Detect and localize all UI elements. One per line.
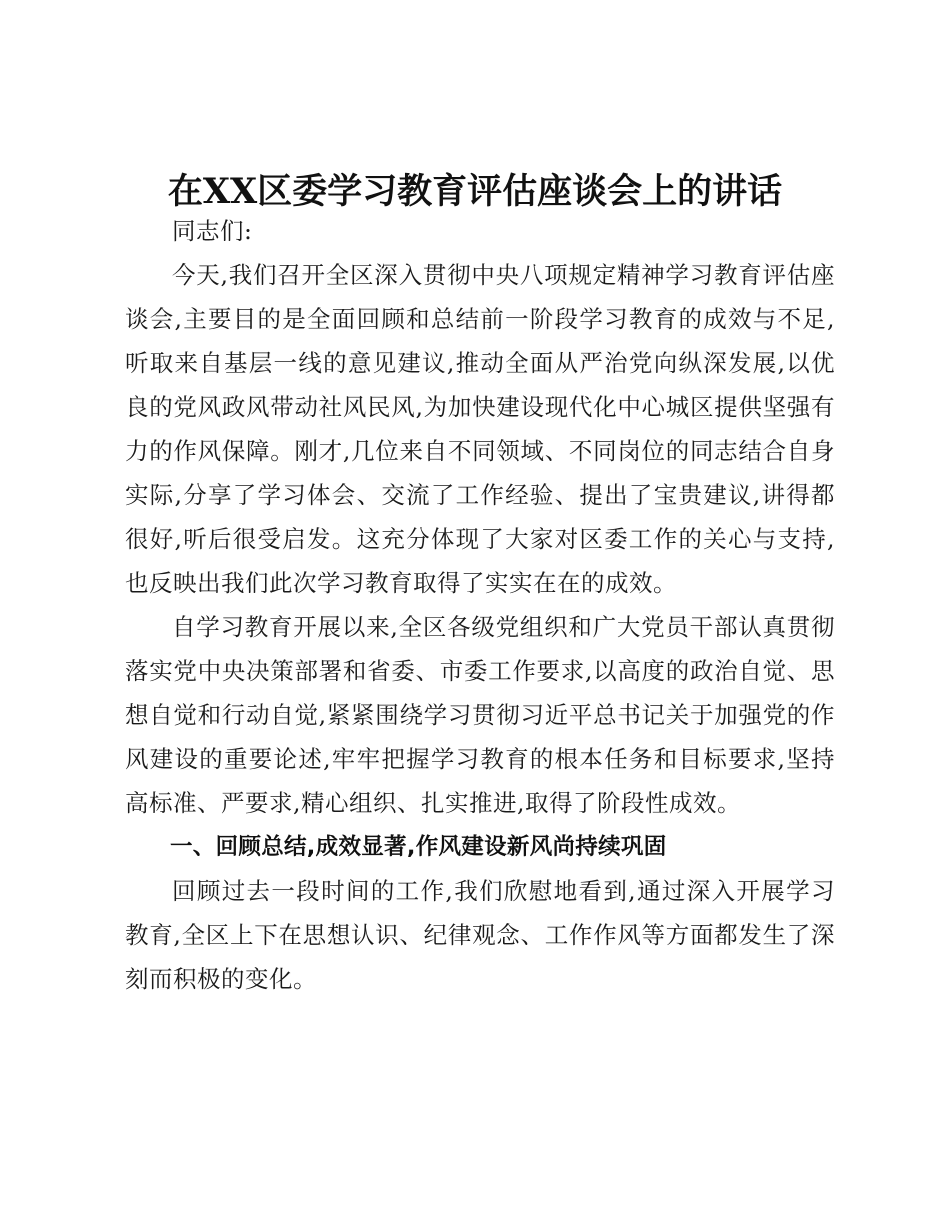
paragraph-opening: 今天,我们召开全区深入贯彻中央八项规定精神学习教育评估座谈会,主要目的是全面回顾和总结前一阶段学习教育的成效与不足,听取来自基层一线的意见建议,推动全面从严治党向纵深发展,以优良的党风政风带动社风民风,为加快建设现代化中心城区提供坚强有力的作风保障。刚才,几位来自不同领域、不同岗位的同志结合自身实际,分享了学习体会、交流了工作经验、提出了宝贵建议,讲得都很好,听后很受启发。这充分体现了大家对区委工作的关心与支持,也反映出我们此次学习教育取得了实实在在的成效。 [125,261,835,597]
paragraph-progress: 自学习教育开展以来,全区各级党组织和广大党员干部认真贯彻落实党中央决策部署和省委、市委工作要求,以高度的政治自觉、思想自觉和行动自觉,紧紧围绕学习贯彻习近平总书记关于加强党的作风建设的重要论述,牢牢把握学习教育的根本任务和目标要求,坚持高标准、严要求,精心组织、扎实推进,取得了阶段性成效。 [125,613,835,817]
document-title: 在XX区委学习教育评估座谈会上的讲话 [167,171,783,212]
salutation: 同志们: [172,217,253,245]
section-heading: 一、回顾总结,成效显著,作风建设新风尚持续巩固 [170,834,667,860]
paragraph-review: 回顾过去一段时间的工作,我们欣慰地看到,通过深入开展学习教育,全区上下在思想认识、纪律观念、工作作风等方面都发生了深刻而积极的变化。 [125,877,835,993]
document-body [125,209,835,1001]
